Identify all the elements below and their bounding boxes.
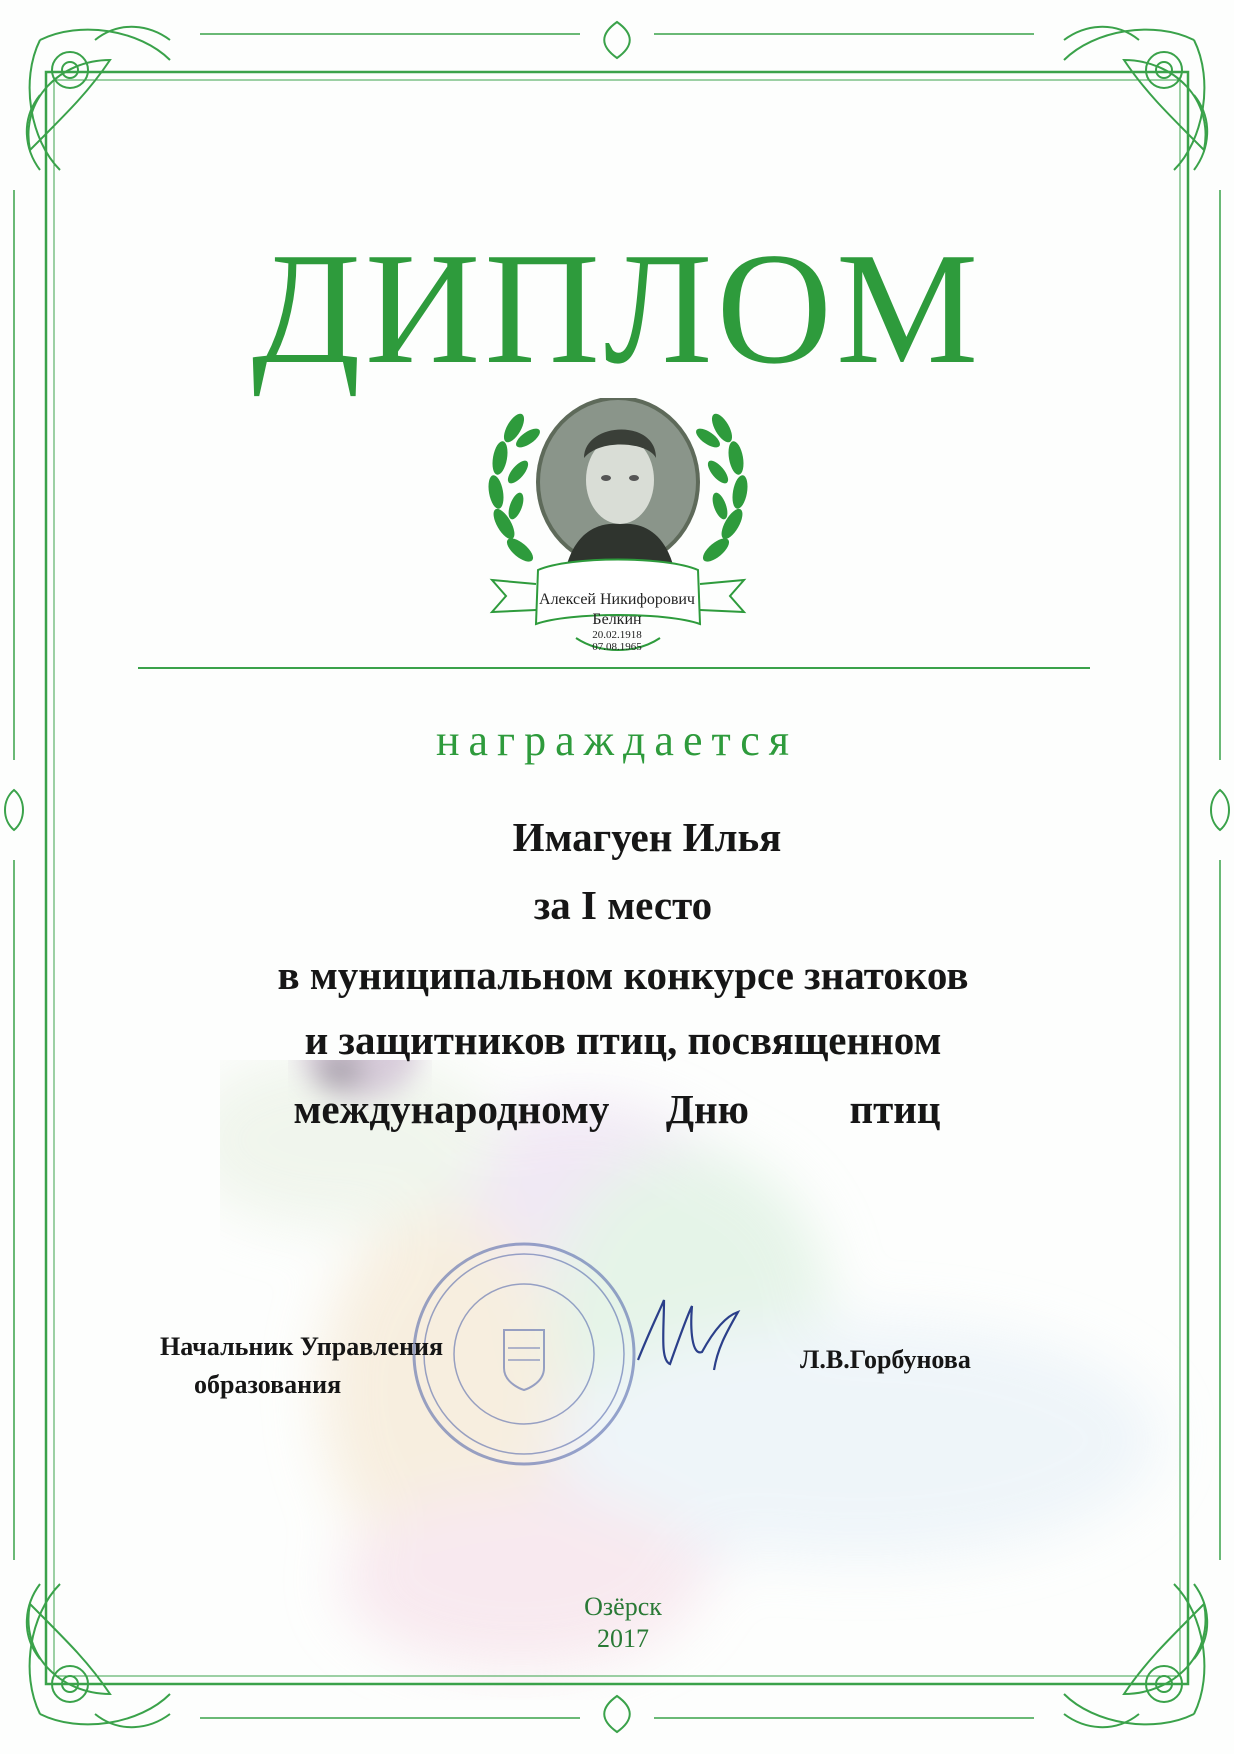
award-description-line1: в муниципальном конкурсе знатоков	[277, 952, 969, 998]
city: Озёрск	[584, 1592, 662, 1621]
signatory-title	[160, 1328, 443, 1404]
portrait-caption-dates	[0, 629, 1234, 653]
award-description-line2: и защитников птиц, посвященном	[304, 1017, 942, 1063]
portrait-date-born: 20.02.1918	[592, 629, 642, 641]
portrait-name-line1: Алексей Никифорович	[539, 591, 695, 608]
recipient-name: Имагуен Илья	[512, 814, 782, 860]
portrait-date-died: 07.08.1965	[592, 641, 642, 653]
description-word-international: международному	[293, 1086, 610, 1132]
awarded-label: награждается	[435, 716, 799, 765]
diploma-title: ДИПЛОМ	[251, 219, 983, 397]
ornament-corner-icon	[27, 27, 170, 170]
award-place: за I место	[533, 882, 713, 928]
signatory-title-line2: образования	[194, 1370, 342, 1399]
award-description-line3	[0, 1084, 1234, 1134]
description-word-day: Дню	[665, 1086, 749, 1132]
ornament-corner-icon	[1064, 27, 1207, 170]
portrait-caption-name	[0, 590, 1234, 630]
signatory-name: Л.В.Горбунова	[800, 1345, 971, 1374]
signature-icon	[630, 1290, 750, 1380]
year: 2017	[597, 1624, 649, 1653]
signatory-title-line1: Начальник Управления	[160, 1332, 444, 1361]
portrait-oval	[536, 398, 700, 568]
description-word-birds: птиц	[849, 1086, 941, 1132]
divider-line	[138, 667, 1090, 669]
portrait-name-line2: Белкин	[592, 611, 642, 628]
